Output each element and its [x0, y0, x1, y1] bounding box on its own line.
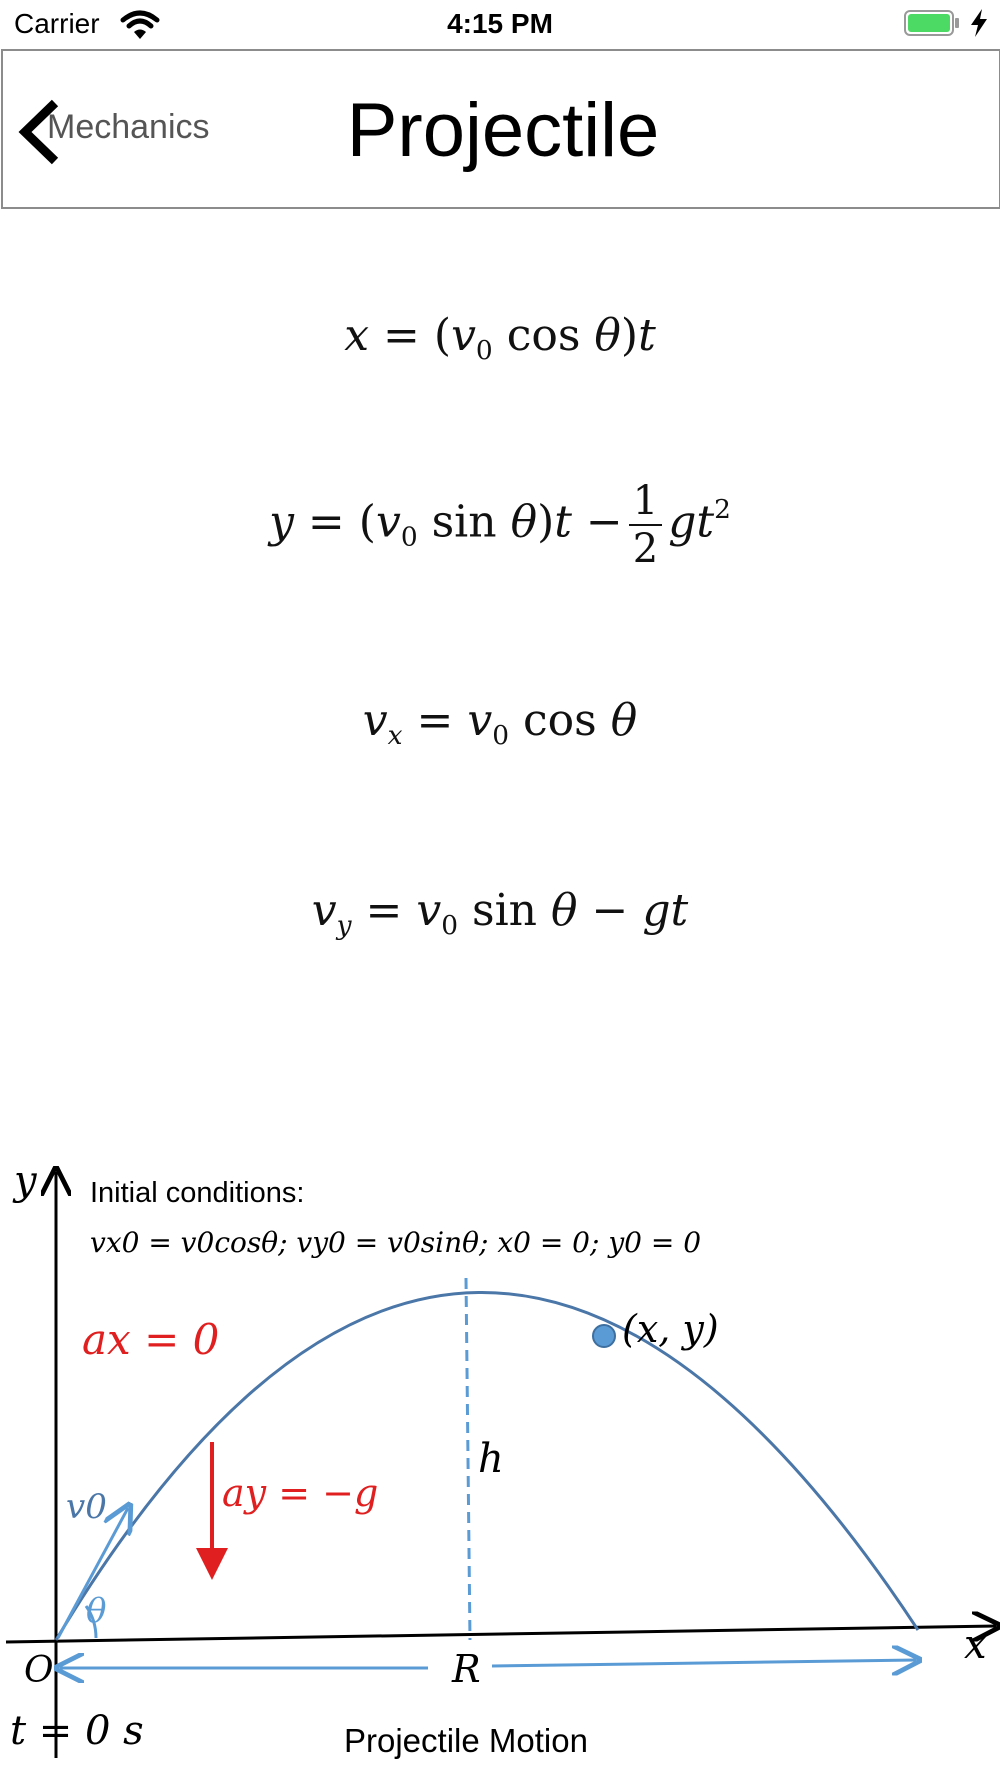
time-label: t = 0 s: [10, 1708, 144, 1754]
initial-conditions-text: vx0 = v0cosθ; vy0 = v0sinθ; x0 = 0; y0 = 0: [90, 1226, 702, 1259]
back-button[interactable]: [17, 93, 237, 173]
y-axis-label: y: [14, 1160, 37, 1204]
range-arrow-right: [492, 1660, 916, 1666]
initial-conditions-title: Initial conditions:: [90, 1177, 305, 1209]
origin-label: O: [24, 1650, 54, 1691]
theta-label: θ: [86, 1591, 107, 1631]
h-label: h: [478, 1436, 504, 1482]
x-axis-label: x: [964, 1622, 987, 1668]
diagram-caption: Projectile Motion: [344, 1722, 588, 1759]
page-title: Projectile: [346, 88, 660, 173]
ay-label: ay = −g: [222, 1471, 379, 1515]
carrier-label: Carrier: [14, 8, 100, 39]
equation-vx: $v_x = v_0$ cos θ: [362, 695, 638, 752]
ax-label: ax = 0: [82, 1315, 220, 1364]
r-label: R: [452, 1647, 481, 1691]
equation-vy: $v_y = v_0$ sin θ − gt: [311, 885, 689, 942]
equation-y: $y = (v_0$ sin θ)t − $\frac{1}{2}$ $gt^2$: [269, 478, 731, 572]
navigation-bar: [1, 49, 1000, 209]
v0-label: v0: [66, 1487, 107, 1527]
charging-bolt-icon: [968, 8, 990, 38]
point-label: (x, y): [622, 1307, 719, 1351]
status-time: 4:15 PM: [447, 8, 553, 39]
position-point: [593, 1325, 615, 1347]
equation-x: $x = (v_0$ cos θ)t: [344, 310, 656, 367]
x-axis: [6, 1626, 996, 1642]
status-bar: [0, 0, 1000, 48]
back-button-label: Mechanics: [47, 108, 210, 146]
height-line: [466, 1278, 470, 1640]
battery-icon: [904, 10, 960, 36]
projectile-diagram: [0, 1160, 1000, 1760]
